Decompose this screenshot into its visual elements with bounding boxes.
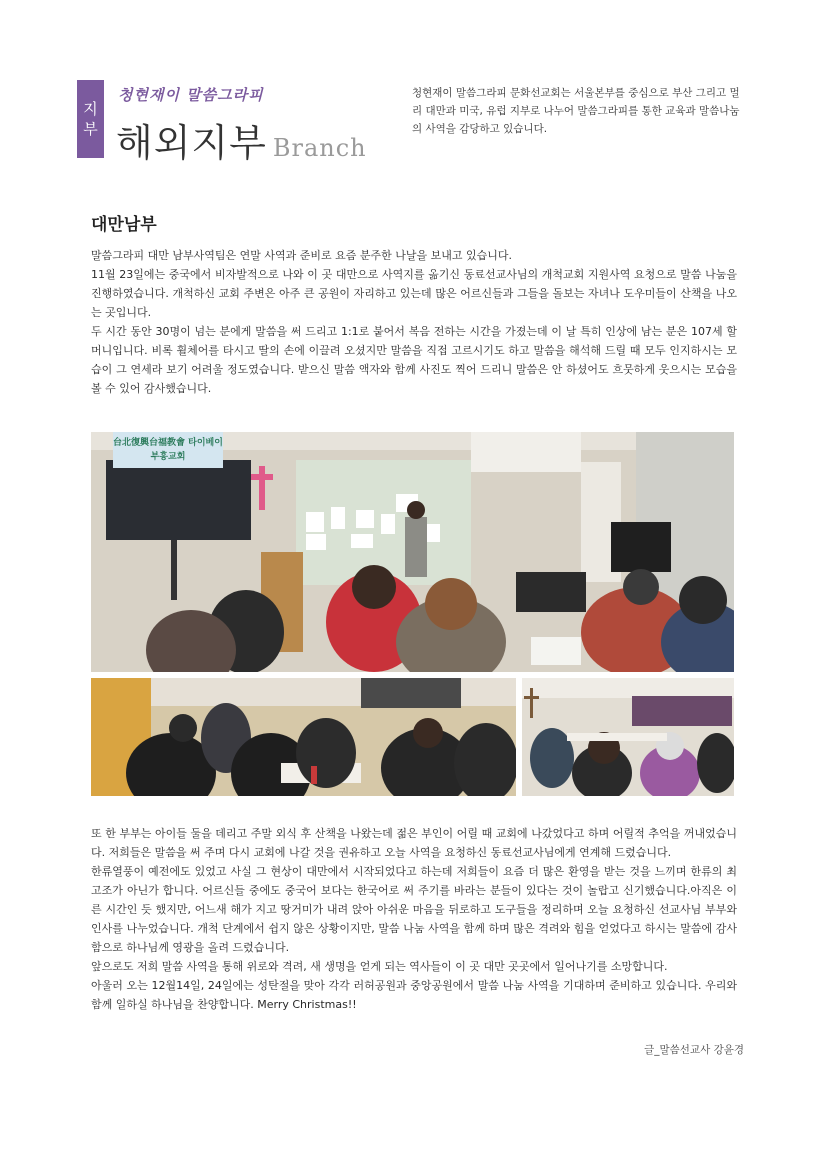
intro-text: 청현재이 말씀그라피 문화선교회는 서울본부를 중심으로 부산 그리고 멀리 대만과 미국, 유럽 지부로 나누어 말씀그라피를 통한 교육과 말씀나눔의 사역을 감당하고 있습니다. [412,87,740,135]
author-credit: 글_말씀선교사 강윤경 [644,1044,744,1056]
tab-char-2: 부 [83,120,98,138]
article-body-top [91,246,737,398]
tab-char-1: 지 [83,100,98,118]
page-title [116,112,367,167]
small-photo-right-illustration [522,678,734,796]
brand-logo-text: 청현재이 말씀그라피 [118,86,264,104]
page-title-korean: 해외지부 [116,121,267,165]
paragraph: 한류열풍이 예전에도 있었고 사실 그 현상이 대만에서 시작되었다고 하는데 저희들이 요즘 더 많은 환영을 받는 것을 느끼며 한류의 최고조가 아닌가 합니다. 어르신들 중에도 중국어 보다는 한국어로 써 주기를 바라는 분들이 있다는 것이 놀랍고 신기했습니다.아직은 이른 시간인 듯 했지만, 어느새 해가 지고 땅거미가 내려 앉아 아쉬운 마음을 뒤로하고 도구들을 정리하며 오늘 요청하신 선교사님 부부와 인사를 나누었습니다. 개척 단계에서 쉽지 않은 상황이지만, 말씀 나눔 사역을 함께 하며 많은 격려와 힘을 얻었다고 하시는 말씀에 감사함으로 하나님께 영광을 올려 드렸습니다. [91,865,737,954]
paragraph: 11월 23일에는 중국에서 비자발적으로 나와 이 곳 대만으로 사역지를 옮기신 동료선교사님의 개척교회 지원사역 요청으로 말씀 나눔을 진행하였습니다. 개척하신 교회 주변은 아주 큰 공원이 자리하고 있는데 많은 어르신들과 그들을 돌보는 자녀나 도우미들이 산책을 나오는 곳입니다. [91,268,737,319]
page-title-english: Branch [272,134,367,162]
paragraph: 아울러 오는 12월14일, 24일에는 성탄절을 맞아 각각 러허공원과 중앙공원에서 말씀 나눔 사역을 기대하며 준비하고 있습니다. 우리와 함께 일하실 하나님을 찬양합니다. Merry Christmas!! [91,979,737,1011]
small-photo-left [91,678,516,796]
article-body-bottom [91,824,737,1014]
main-photo [91,432,734,672]
paragraph: 말씀그라피 대만 남부사역팀은 연말 사역과 준비로 요즘 분주한 나날을 보내고 있습니다. [91,249,512,262]
section-tab [77,80,104,158]
section-heading: 대만남부 [91,215,157,235]
paragraph: 앞으로도 저희 말씀 사역을 통해 위로와 격려, 새 생명을 얻게 되는 역사들이 이 곳 대만 곳곳에서 일어나기를 소망합니다. [91,960,668,973]
paragraph: 두 시간 동안 30명이 넘는 분에게 말씀을 써 드리고 1:1로 붙어서 복음 전하는 시간을 가졌는데 이 날 특히 인상에 남는 분은 107세 할머니입니다. 비록 휠체어를 타시고 딸의 손에 이끌려 오셨지만 말씀을 직접 고르시기도 하고 말씀을 해석해 드릴 때 모두 인지하시는 모습이 그 연세라 보기 어려울 정도였습니다. 받으신 말씀 액자와 함께 사진도 찍어 드리니 말씀은 안 하셨어도 흐뭇하게 웃으시는 모습을 볼 수 있어 감사했습니다. [91,325,737,395]
small-photo-left-illustration [91,678,516,796]
small-photo-right [522,678,734,796]
paragraph: 또 한 부부는 아이들 둘을 데리고 주말 외식 후 산책을 나왔는데 젊은 부인이 어릴 때 교회에 나갔었다고 하며 어릴적 추억을 꺼내었습니다. 저희들은 말씀을 써 주며 다시 교회에 나갈 것을 권유하고 오늘 사역을 요청하신 동료선교사님에게 연계해 드렸습니다. [91,827,737,859]
church-sign: 台北復興台福教會 타이베이부흥교회 [113,432,223,468]
main-photo-illustration [91,432,734,672]
